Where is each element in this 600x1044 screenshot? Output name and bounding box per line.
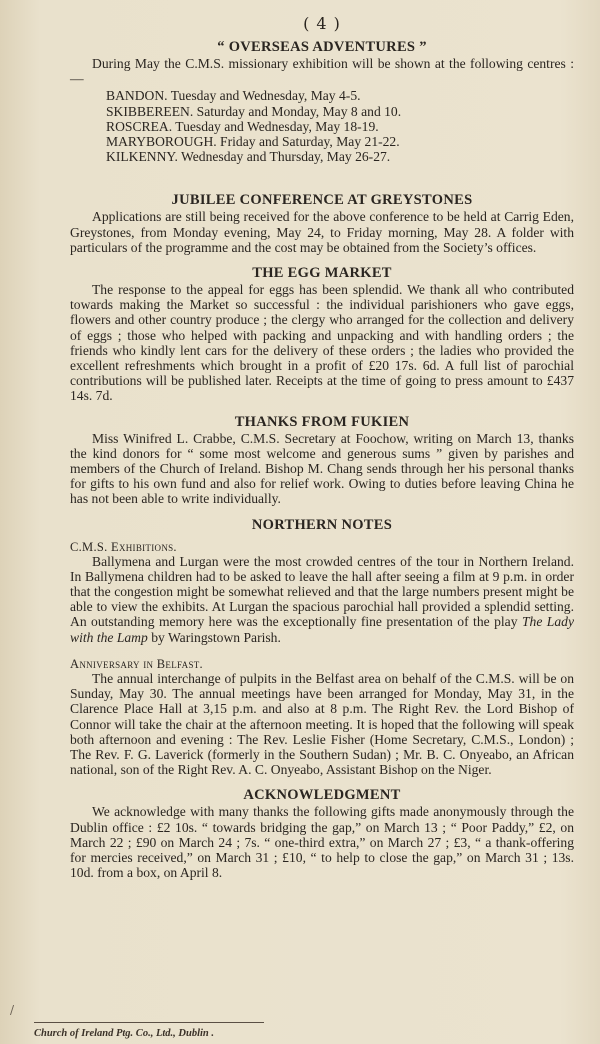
venue-item: SKIBBEREEN. Saturday and Monday, May 8 and 10. bbox=[106, 103, 402, 119]
section-title: THANKS FROM FUKIEN bbox=[234, 413, 410, 430]
section-intro: During May the C.M.S. missionary exhibition will be shown at the following centres :— bbox=[70, 56, 574, 87]
page-number: ( 4 ) bbox=[303, 14, 341, 33]
section-title: JUBILEE CONFERENCE AT GREYSTONES bbox=[171, 192, 473, 209]
section-body bbox=[70, 554, 574, 645]
section-title: ACKNOWLEDGMENT bbox=[243, 787, 401, 804]
section-title: “ OVERSEAS ADVENTURES ” bbox=[217, 39, 427, 55]
printer-imprint: Church of Ireland Ptg. Co., Ltd., Dublin . bbox=[34, 1028, 214, 1039]
venue-item: KILKENNY. Wednesday and Thursday, May 26-27. bbox=[106, 149, 391, 165]
section-body: Miss Winifred L. Crabbe, C.M.S. Secretary at Foochow, writing on March 13, thanks the kind donors for “ some most welcome and generous sums ” given by parishes and members of the Church of Ireland. Bishop M. Chang sends through her his personal thanks for gifts to his own fund and also for relief work. Owing to duties before leaving China he has not been able to write individually. bbox=[70, 430, 574, 507]
play-title: The Lady with the Lamp bbox=[70, 614, 574, 645]
section-title: THE EGG MARKET bbox=[252, 265, 392, 282]
venue-item: MARYBOROUGH. Friday and Saturday, May 21-22. bbox=[106, 134, 400, 150]
section-overseas-adventures bbox=[70, 39, 574, 164]
margin-mark: / bbox=[10, 1003, 15, 1017]
section-thanks-from-fukien bbox=[70, 414, 574, 507]
subheading-exhibitions: C.M.S. Exhibitions. bbox=[70, 539, 177, 554]
section-body: The annual interchange of pulpits in the Belfast area on behalf of the C.M.S. will be on Sunday, May 30. The annual meetings have been arranged for Monday, May 31, in the Clarence Place Hall at 3,15 p.m. and also at 8 p.m. The Right Rev. the Lord Bishop of Connor will take the chair at the afternoon meeting. It is hoped that the following will speak both afternoon and evening : The Rev. Leslie Fisher (Home Secretary, C.M.S., London) ; The Rev. F. G. Laverick (formerly in the Southern Sudan) ; Mr. B. C. Onyeabo, an African national, son of the Right Rev. A. C. Onyeabo, Assistant Bishop on the Niger. bbox=[70, 670, 574, 778]
section-northern-notes bbox=[70, 517, 574, 778]
venue-item: BANDON. Tuesday and Wednesday, May 4-5. bbox=[106, 88, 361, 104]
body-text: by Waringstown Parish. bbox=[147, 629, 281, 645]
section-body: We acknowledge with many thanks the following gifts made anonymously through the Dublin office : £2 10s. “ towards bridging the gap,” on March 13 ; “ Poor Paddy,” £2, on March 22 ; £90 on March 24 ; 7s. “ one-third extra,” on March 27 ; £3, “ a thank-offering for mercies received,” on March 31 ; £10, “ to help to close the gap,” on March 31 ; 13s. 10d. from a box, on April 8. bbox=[70, 804, 574, 881]
subheading-anniversary: Anniversary in Belfast. bbox=[70, 656, 203, 671]
section-acknowledgment bbox=[70, 787, 574, 880]
footer-rule bbox=[34, 1022, 264, 1023]
venue-list bbox=[106, 88, 574, 164]
venue-item: ROSCREA. Tuesday and Wednesday, May 18-19. bbox=[106, 118, 379, 134]
body-text: Ballymena and Lurgan were the most crowded centres of the tour in Northern Ireland. In Ballymena children had to be asked to leave the hall after seeing a film at 9 p.m. in order that the congestion might be somewhat relieved and that the large numbers present might be able to view the exhibits. At Lurgan the spacious parochial hall provided a splendid setting. An outstanding memory here was the exceptionally fine presentation of the play bbox=[70, 553, 574, 630]
section-jubilee-conference bbox=[70, 192, 574, 255]
section-egg-market bbox=[70, 265, 574, 404]
section-body: The response to the appeal for eggs has been splendid. We thank all who contributed towards making the Market so successful : the individual parishioners who gave eggs, flowers and other country produce ; the clergy who arranged for the collection and delivery of eggs ; those who helped with packing and unpacking and with handling orders ; the friends who kindly lent cars for the delivery of these orders ; the ladies who provided the excellent refreshments which brought in a profit of £20 17s. 6d. A full list of parochial contributions will be published later. Receipts at the time of going to press amount to £437 14s. 7d. bbox=[70, 282, 574, 404]
section-title: NORTHERN NOTES bbox=[251, 516, 393, 533]
section-body: Applications are still being received for the above conference to be held at Carrig Eden, Greystones, from Monday evening, May 24, to Friday morning, May 28. A folder with particulars of the programme and the cost may be obtained from the Society’s offices. bbox=[70, 209, 574, 255]
